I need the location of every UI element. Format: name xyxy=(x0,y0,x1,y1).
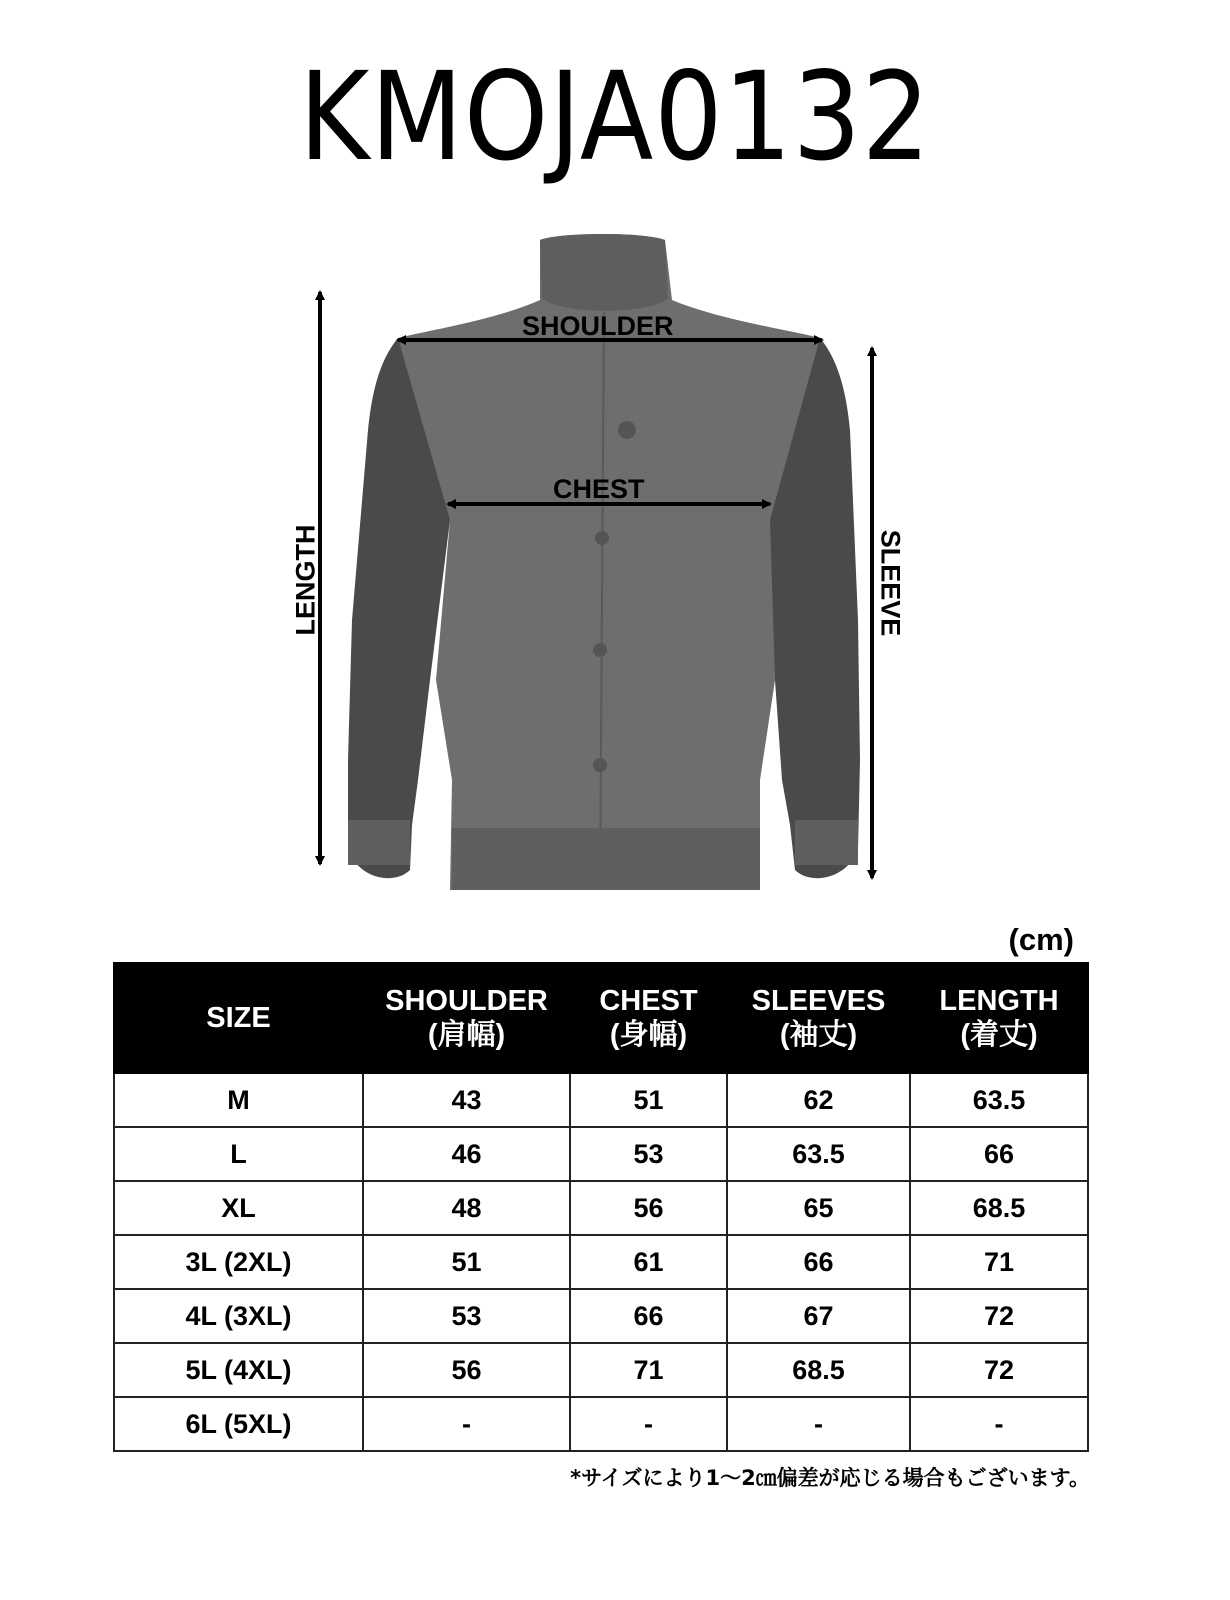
size-cell: 6L (5XL) xyxy=(114,1397,363,1451)
size-cell: M xyxy=(114,1073,363,1127)
size-cell: 5L (4XL) xyxy=(114,1343,363,1397)
sleeve-label: SLEEVE xyxy=(875,529,906,637)
sleeves-cell: 63.5 xyxy=(727,1127,910,1181)
table-row xyxy=(114,1181,1088,1235)
chest-label: CHEST xyxy=(553,474,645,504)
button xyxy=(593,643,607,657)
table-row xyxy=(114,1289,1088,1343)
waist-rib xyxy=(452,828,760,890)
sleeves-cell: 68.5 xyxy=(727,1343,910,1397)
length-cell: 71 xyxy=(910,1235,1088,1289)
table-row xyxy=(114,1073,1088,1127)
table-header-row xyxy=(114,963,1088,1073)
chest-cell: 53 xyxy=(570,1127,727,1181)
chest-cell: 56 xyxy=(570,1181,727,1235)
sleeves-cell: 66 xyxy=(727,1235,910,1289)
header-shoulder: SHOULDER (肩幅) xyxy=(363,963,570,1073)
left-cuff xyxy=(348,820,410,865)
chest-cell: 61 xyxy=(570,1235,727,1289)
table-row xyxy=(114,1343,1088,1397)
unit-label: (cm) xyxy=(1008,922,1074,957)
sleeves-cell: 65 xyxy=(727,1181,910,1235)
sleeves-cell: 67 xyxy=(727,1289,910,1343)
shoulder-cell: 43 xyxy=(363,1073,570,1127)
size-cell: L xyxy=(114,1127,363,1181)
shoulder-cell: 51 xyxy=(363,1235,570,1289)
jacket-collar xyxy=(540,234,668,311)
chest-cell: 66 xyxy=(570,1289,727,1343)
header-sleeves: SLEEVES (袖丈) xyxy=(727,963,910,1073)
header-length: LENGTH (着丈) xyxy=(910,963,1088,1073)
header-chest: CHEST (身幅) xyxy=(570,963,727,1073)
length-cell: - xyxy=(910,1397,1088,1451)
table-row xyxy=(114,1235,1088,1289)
right-cuff xyxy=(795,820,858,865)
size-cell: XL xyxy=(114,1181,363,1235)
size-chart-table xyxy=(113,962,1089,1452)
jacket-measurement-diagram xyxy=(0,220,1230,910)
table-row xyxy=(114,1127,1088,1181)
shoulder-cell: 56 xyxy=(363,1343,570,1397)
button xyxy=(595,531,609,545)
chest-cell: 71 xyxy=(570,1343,727,1397)
length-cell: 63.5 xyxy=(910,1073,1088,1127)
product-code-title: KMOJA0132 xyxy=(299,46,931,188)
button xyxy=(593,758,607,772)
shoulder-cell: 48 xyxy=(363,1181,570,1235)
shoulder-cell: 46 xyxy=(363,1127,570,1181)
header-size: SIZE xyxy=(114,963,363,1073)
size-deviation-note: *サイズにより1～2㎝偏差が応じる場合もございます。 xyxy=(570,1466,1090,1490)
length-cell: 66 xyxy=(910,1127,1088,1181)
length-cell: 72 xyxy=(910,1289,1088,1343)
length-cell: 72 xyxy=(910,1343,1088,1397)
sleeves-cell: 62 xyxy=(727,1073,910,1127)
table-row xyxy=(114,1397,1088,1451)
button xyxy=(618,421,636,439)
length-cell: 68.5 xyxy=(910,1181,1088,1235)
shoulder-cell: 53 xyxy=(363,1289,570,1343)
chest-cell: 51 xyxy=(570,1073,727,1127)
shoulder-cell: - xyxy=(363,1397,570,1451)
length-label: LENGTH xyxy=(290,524,321,636)
size-cell: 3L (2XL) xyxy=(114,1235,363,1289)
sleeves-cell: - xyxy=(727,1397,910,1451)
chest-cell: - xyxy=(570,1397,727,1451)
shoulder-label: SHOULDER xyxy=(522,311,674,341)
size-cell: 4L (3XL) xyxy=(114,1289,363,1343)
